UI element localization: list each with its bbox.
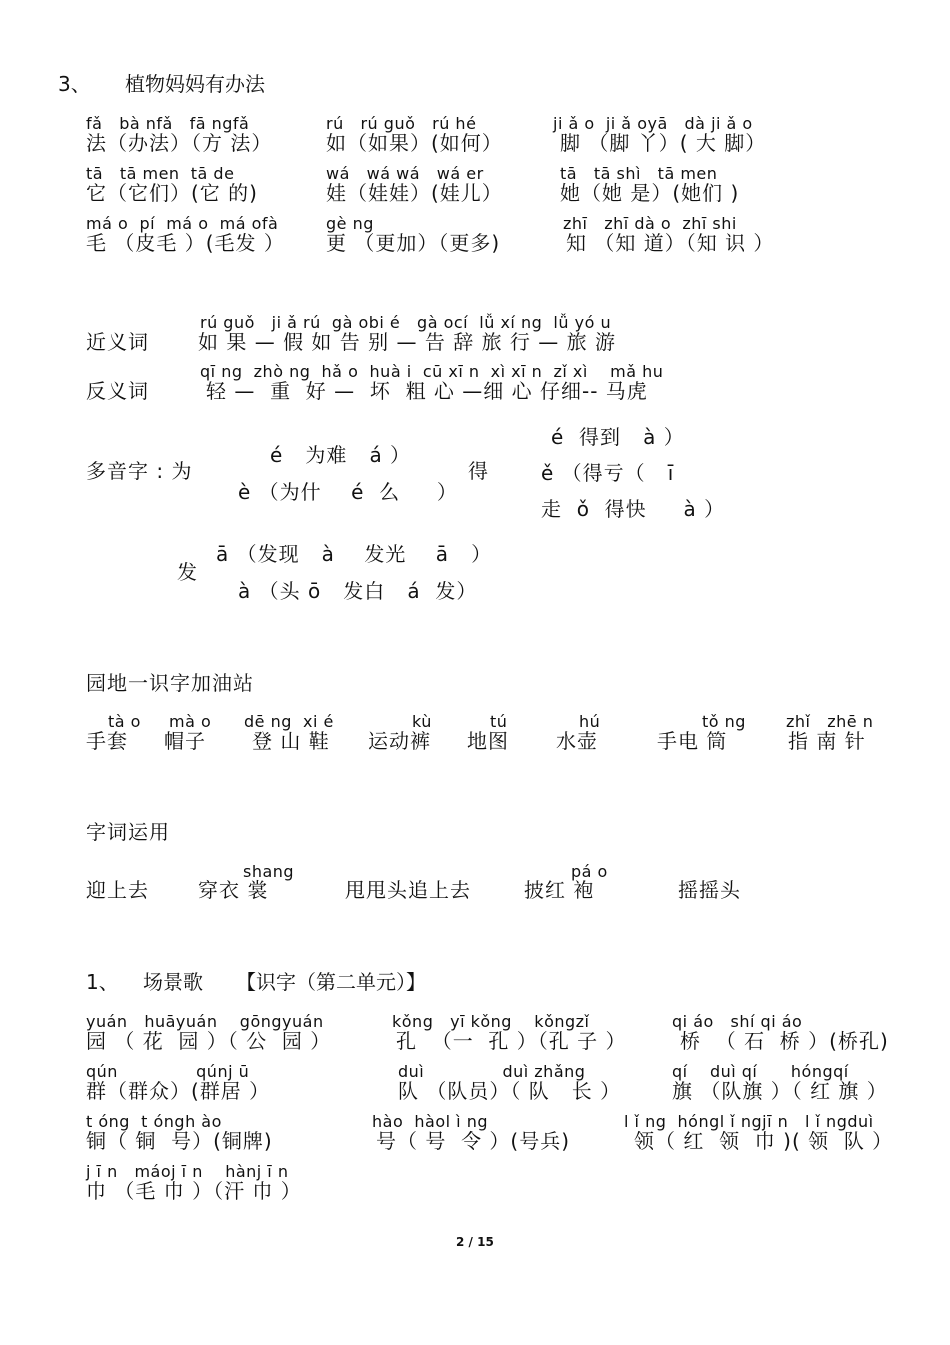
word: 手套: [86, 729, 128, 753]
word-group: 巾 （毛 巾 ）（汗 巾 ）: [86, 1179, 302, 1203]
pinyin: qí duì qí hóngqí: [672, 1062, 849, 1081]
page-number: 2 / 15: [456, 1235, 494, 1249]
yuandi-title: 园地一识字加油站: [86, 671, 254, 695]
pinyin: l ǐ ng hóngl ǐ ngjī n l ǐ ngduì: [624, 1112, 874, 1131]
section-3-number: 3、: [58, 72, 91, 96]
polyphone-de-reading-1: é 得到 à ）: [551, 425, 685, 449]
word: 运动裤: [368, 729, 431, 753]
polyphone-wei-reading-2: è （为什 é 么 ）: [238, 480, 458, 504]
word: 手电 筒: [657, 729, 728, 753]
antonyms-words: 轻 — 重 好 — 坏 粗 心 —细 心 仔细-- 马虎: [206, 379, 648, 403]
section-1-number: 1、: [86, 970, 119, 994]
section-1-subtitle: 【识字（第二单元）】: [236, 970, 426, 994]
polyphone-de-char: 得: [468, 459, 489, 483]
polyphone-de-reading-2: ě （得亏（ ī: [541, 461, 675, 485]
synonyms-words: 如 果 — 假 如 告 别 — 告 辞 旅 行 — 旅 游: [198, 330, 617, 354]
word: 迎上去: [86, 878, 149, 902]
pinyin: yuán huāyuán gōngyuán: [86, 1012, 324, 1031]
word: 指 南 针: [788, 729, 866, 753]
word: 地图: [467, 729, 509, 753]
pinyin: qún qúnj ū: [86, 1062, 250, 1081]
word: 甩甩头追上去: [345, 878, 471, 902]
word-group: 毛 （皮毛 ）(毛发 ）: [86, 231, 285, 255]
pinyin: ji ǎ o ji ǎ oyā dà ji ǎ o: [553, 114, 753, 133]
pinyin: rú rú guǒ rú hé: [326, 114, 477, 133]
pinyin: kù: [412, 712, 432, 731]
synonyms-pinyin: rú guǒ ji ǎ rú gà obi é gà ocí lǚ xí ng lǚ yó u: [200, 313, 612, 332]
pinyin: t óng t óngh ào: [86, 1112, 222, 1131]
pinyin: fǎ bà nfǎ fā ngfǎ: [86, 114, 250, 133]
word-group: 脚 （脚 丫）( 大 脚）: [560, 131, 767, 155]
word: 登 山 鞋: [252, 729, 330, 753]
word-group: 知 （知 道）（知 识 ）: [566, 231, 775, 255]
word-group: 领（ 红 领 巾 )( 领 队 ）: [634, 1129, 894, 1153]
word: 披红 袍: [524, 878, 595, 902]
word-group: 娃（娃娃）(娃儿）: [326, 181, 503, 205]
pinyin: má o pí má o má ofà: [86, 214, 279, 233]
polyphone-fa-char: 发: [177, 560, 198, 584]
pinyin: qi áo shí qi áo: [672, 1012, 803, 1031]
polyphone-fa-reading-1: ā （发现 à 发光 ā ）: [216, 542, 493, 566]
word-group: 园 （ 花 园 ）（ 公 园 ）: [86, 1029, 332, 1053]
pinyin: duì duì zhǎng: [398, 1062, 586, 1081]
pinyin: dē ng xi é: [244, 712, 334, 731]
pinyin: tà o: [108, 712, 141, 731]
pinyin: tú: [490, 712, 508, 731]
polyphone-label: 多音字 : 为: [86, 459, 193, 483]
word-group: 旗 （队旗 ）（ 红 旗 ）: [672, 1079, 888, 1103]
pinyin: tā tā shì tā men: [560, 164, 718, 183]
word-group: 更 （更加）（更多): [326, 231, 501, 255]
word-group: 号（ 号 令 ）(号兵): [376, 1129, 571, 1153]
pinyin: kǒng yī kǒng kǒngzǐ: [392, 1012, 590, 1031]
polyphone-wei-reading-1: é 为难 á ）: [270, 443, 412, 467]
word-group: 法（办法）（方 法）: [86, 131, 273, 155]
word-group: 铜（ 铜 号）(铜牌): [86, 1129, 273, 1153]
pinyin: wá wá wá wá er: [326, 164, 484, 183]
ziciyunyong-title: 字词运用: [86, 820, 170, 844]
pinyin: gè ng: [326, 214, 374, 233]
pinyin: zhǐ zhē n: [786, 712, 874, 731]
antonyms-pinyin: qī ng zhò ng hǎ o huà i cū xī n xì xī n zǐ xì mǎ hu: [200, 362, 664, 381]
word-group: 孔 （一 孔 ）（孔 子 ）: [396, 1029, 627, 1053]
section-3-title: 植物妈妈有办法: [125, 72, 265, 96]
pinyin: tā tā men tā de: [86, 164, 235, 183]
polyphone-de-reading-3: 走 ǒ 得快 à ）: [541, 497, 726, 521]
pinyin: hú: [579, 712, 601, 731]
polyphone-fa-reading-2: à （头 ō 发白 á 发）: [238, 579, 478, 603]
antonyms-label: 反义词: [86, 379, 149, 403]
word: 水壶: [556, 729, 598, 753]
pinyin: shang: [243, 862, 295, 881]
pinyin: hào hàol ì ng: [372, 1112, 488, 1131]
section-1-title: 场景歌: [143, 970, 203, 994]
word: 摇摇头: [678, 878, 741, 902]
word-group: 桥 （ 石 桥 ）(桥孔): [680, 1029, 889, 1053]
word-group: 队 （队员）（ 队 长 ）: [398, 1079, 622, 1103]
word: 帽子: [164, 729, 206, 753]
pinyin: tǒ ng: [702, 712, 746, 731]
pinyin: pá o: [571, 862, 608, 881]
pinyin: mà o: [169, 712, 212, 731]
word-group: 如（如果）(如何）: [326, 131, 503, 155]
word-group: 群（群众）(群居 ）: [86, 1079, 271, 1103]
pinyin: zhī zhī dà o zhī shi: [563, 214, 737, 233]
word-group: 她（她 是）(她们 ): [560, 181, 740, 205]
synonyms-label: 近义词: [86, 330, 149, 354]
word: 穿衣 裳: [198, 878, 269, 902]
word-group: 它（它们）(它 的): [86, 181, 258, 205]
pinyin: j ī n máoj ī n hànj ī n: [86, 1162, 289, 1181]
